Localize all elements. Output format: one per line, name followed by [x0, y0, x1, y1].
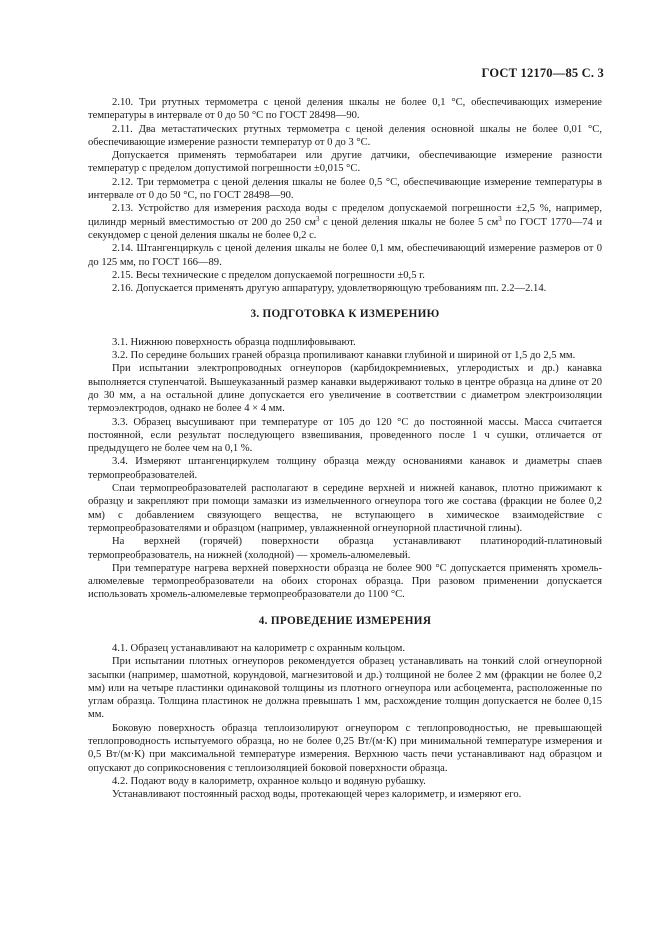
paragraph-2-16: 2.16. Допускается применять другую аппаратуру, удовлетворяющую требованиям пп. 2.2—2.14. [112, 283, 547, 295]
paragraph-2-11-note: Допускается применять термобатареи или другие датчики, обеспечивающие измерение разности температур с пределом допустимой погрешности ±0,015 °С. [88, 150, 602, 175]
section-heading-3: 3. ПОДГОТОВКА К ИЗМЕРЕНИЮ [250, 308, 440, 321]
paragraph-3-2: 3.2. По середине больших граней образца пропиливают канавки глубиной и шириной от 1,5 до 2,5 мм. [112, 350, 576, 362]
paragraph-4-1-side-surface: Боковую поверхность образца теплоизолируют огнеупором с теплопроводностью, не превышающей теплопроводность испытуемого образца, но не более 0,25 Вт/(м·К) при минимальной температуре измерения и 0,5 Вт/(м·К) при максимальной температуре измерения. Верхнюю часть печи устанавливают над образцом и опускают до соприкосновения с теплоизоляцией боковой поверхности образца. [88, 722, 602, 774]
paragraph-2-12: 2.12. Три термометра с ценой деления шкалы не более 0,5 °С, обеспечивающие измерение температуры в интервале от 0 до 50 °С, по ГОСТ 28498—90. [88, 176, 602, 202]
page-header: ГОСТ 12170—85 С. 3 [481, 66, 604, 80]
page-content [88, 96, 602, 802]
paragraph-2-13-part-a: 2.13. Устройство для измерения расхода воды с пределом допускаемой погрешности ±2,5 %, например, цилиндр мерный вместимостью от 200 до 250 см [88, 203, 602, 228]
paragraph-2-10: 2.10. Три ртутных термометра с ценой деления шкалы не более 0,1 °С, обеспечивающих измерение температуры в интервале от 0 до 50 °С по ГОСТ 28498—90. [88, 97, 602, 122]
paragraph-4-1-dense: При испытании плотных огнеупоров рекомендуется образец устанавливать на тонкий слой огнеупорной засыпки (например, шамотной, корундовой, магнезитовой и др.) толщиной не более 2 мм (фракции не более 0,2 мм) или на четыре пластинки одинаковой толщины из плотного огнеупора или асбоцемента, расположенные по углам образца. Толщина пластинок не должна превышать 1 мм, расхождение толщин допускается не более 0,15 мм. [88, 656, 602, 721]
paragraph-2-15: 2.15. Весы технические с пределом допускаемой погрешности ±0,5 г. [112, 269, 425, 281]
paragraph-3-4-upper-surface: На верхней (горячей) поверхности образца устанавливают платинородий-платиновый термопреобразователь, на нижней (холодной) — хромель-алюмелевый. [88, 536, 602, 561]
superscript-cubic: 3 [315, 214, 320, 223]
section-heading-4: 4. ПРОВЕДЕНИЕ ИЗМЕРЕНИЯ [258, 614, 432, 627]
paragraph-3-1: 3.1. Нижнюю поверхность образца подшлифовывают. [112, 336, 356, 348]
paragraph-4-2-flow: Устанавливают постоянный расход воды, протекающей через калориметр, и измеряют его. [112, 789, 522, 801]
paragraph-2-14: 2.14. Штангенциркуль с ценой деления шкалы не более 0,1 мм, обеспечивающий измерение размеров от 0 до 125 мм, по ГОСТ 166—89. [88, 243, 602, 268]
superscript-cubic: 3 [498, 214, 502, 223]
paragraph-4-2: 4.2. Подают воду в калориметр, охранное кольцо и водяную рубашку. [112, 775, 426, 787]
paragraph-3-3: 3.3. Образец высушивают при температуре от 105 до 120 °С до постоянной массы. Масса считается постоянной, если результат последующего взвешивания, проведенного после 1 ч сушки, отличается от предыдущего не более чем на 0,1 %. [88, 416, 602, 455]
paragraph-2-11: 2.11. Два метастатических ртутных термометра с ценой деления основной шкалы не более 0,01 °С, обеспечивающие измерение разности температур от 0 до 3 °С. [88, 123, 602, 148]
paragraph-3-4-junctions: Спаи термопреобразователей располагают в середине верхней и нижней канавок, плотно прижимают к образцу и закрепляют при помощи замазки из измельченного огнеупора того же состава (фракции не более 0,2 мм) с добавлением связующего вещества, не вступающего в химическое взаимодействие с термопреобразователями и образцом (например, увлажненной огнеупорной пластичной глины). [88, 483, 602, 534]
paragraph-4-1: 4.1. Образец устанавливают на калориметр с охранным кольцом. [112, 642, 405, 654]
paragraph-3-4-temperature: При температуре нагрева верхней поверхности образца не более 900 °С допускается применять хромель-алюмелевые термопреобразователи на обоих сторонах образца. При разовом применении допускается использовать хромель-алюмелевые термопреобразователи до 1100 °С. [88, 562, 602, 601]
paragraph-2-13-part-b: с ценой деления шкалы не более 5 см [319, 216, 499, 228]
paragraph-3-2-note: При испытании электропроводных огнеупоров (карбидокремниевых, углеродистых и др.) канавка выполняется ступенчатой. Вышеуказанный размер канавки выдерживают только в центре образца на длине от 20 до 30 мм, а на остальной длине допускается его увеличение в соответствии с диаметром электроизоляции термоэлектродов, однако не более 4 × 4 мм. [88, 363, 602, 415]
paragraph-3-4: 3.4. Измеряют штангенциркулем толщину образца между основаниями канавок и диаметры спаев термопреобразователей. [88, 456, 602, 481]
paragraph-2-13 [88, 202, 602, 242]
paragraph-2-13-part-c: по ГОСТ 1770—74 и секундомер с ценой деления шкалы не более 0,2 с. [88, 216, 603, 241]
